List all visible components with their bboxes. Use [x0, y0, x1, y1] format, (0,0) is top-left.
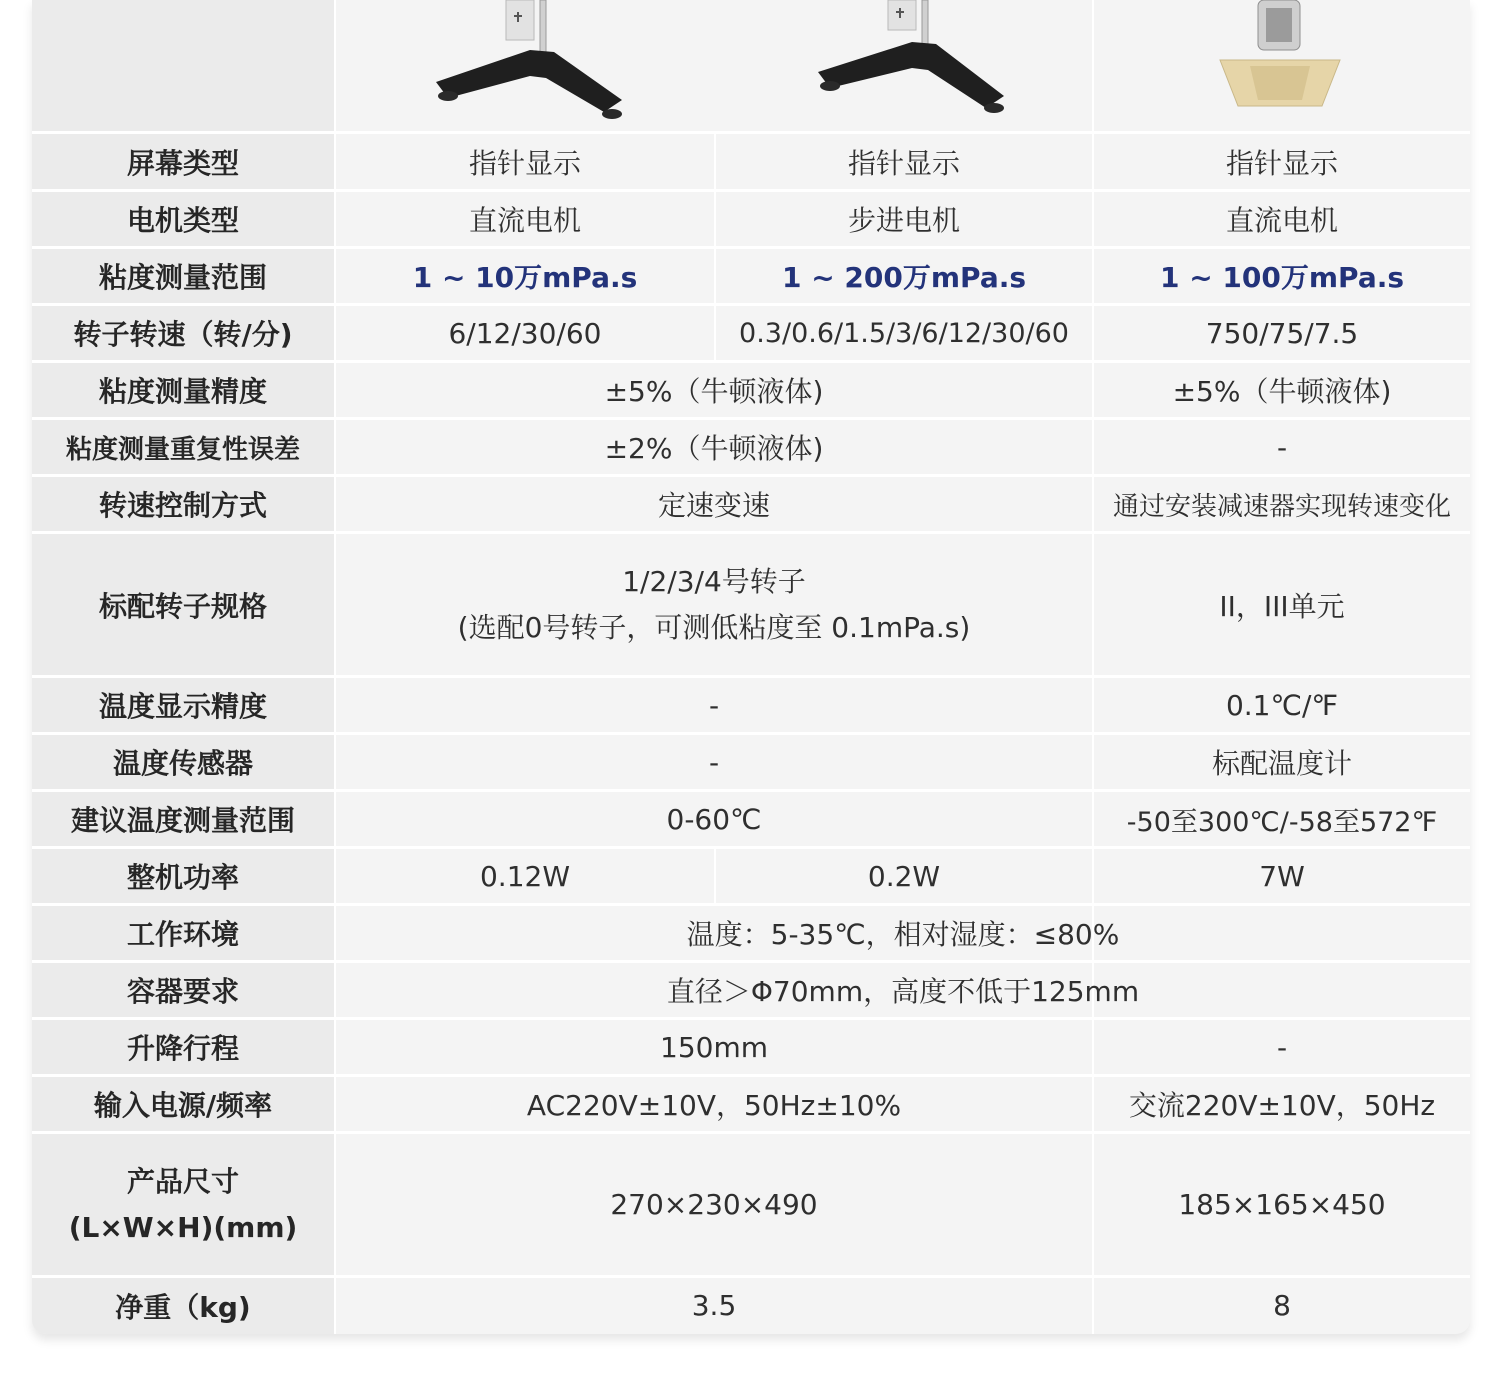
- table-cell: 定速变速: [657, 489, 770, 522]
- table-cell: 3.5: [691, 1289, 737, 1322]
- row-label: 屏幕类型: [126, 146, 239, 180]
- row-label: 标配转子规格: [98, 589, 267, 623]
- table-cell: 0.2W: [867, 859, 941, 893]
- row-label: 电机类型: [126, 204, 239, 237]
- table-cell: 指针显示: [847, 146, 960, 180]
- product-image-2: [808, 0, 1008, 130]
- cell-line: (选配0号转子，可测低粘度至 0.1mPa.s): [457, 610, 971, 644]
- table-cell: 8: [1273, 1289, 1291, 1322]
- table-cell: ±5%（牛顿液体): [1172, 375, 1392, 408]
- table-cell: 150mm: [660, 1030, 768, 1064]
- table-cell: 6/12/30/60: [448, 316, 602, 350]
- table-cell: 直流电机: [1225, 204, 1338, 237]
- row-label: 转子转速（转/分): [73, 318, 293, 351]
- table-cell: 0.1℃/℉: [1225, 688, 1339, 722]
- table-cell-highlight: 1 ~ 100万mPa.s: [1159, 261, 1405, 294]
- row-label: 转速控制方式: [98, 489, 267, 522]
- table-cell: 通过安装减速器实现转速变化: [1112, 491, 1451, 522]
- label-line: 产品尺寸: [126, 1164, 239, 1198]
- table-cell: ±5%（牛顿液体): [604, 375, 824, 408]
- label-line: (L×W×H)(mm): [68, 1210, 298, 1244]
- table-cell-highlight: 1 ~ 200万mPa.s: [781, 261, 1027, 294]
- table-cell: 步进电机: [847, 204, 960, 237]
- table-cell: 指针显示: [468, 146, 581, 180]
- row-label: 粘度测量重复性误差: [65, 434, 300, 465]
- spec-table: [32, 0, 1470, 1334]
- table-cell: 指针显示: [1225, 146, 1338, 180]
- table-cell: AC220V±10V，50Hz±10%: [526, 1089, 902, 1122]
- table-cell: 直径＞Φ70mm，高度不低于125mm: [666, 975, 1140, 1008]
- row-label: 整机功率: [126, 861, 239, 894]
- table-cell: 直流电机: [468, 204, 581, 237]
- table-cell: 标配温度计: [1211, 747, 1352, 780]
- table-cell: ±2%（牛顿液体): [604, 432, 824, 465]
- row-label: [32, 1133, 334, 1276]
- table-cell: 185×165×450: [1178, 1188, 1386, 1221]
- table-cell: 交流220V±10V，50Hz: [1128, 1089, 1436, 1122]
- row-label: 工作环境: [126, 918, 239, 951]
- table-cell: II，III单元: [1219, 589, 1345, 623]
- row-label: 输入电源/频率: [93, 1089, 273, 1122]
- table-cell: -: [708, 688, 720, 722]
- table-cell-highlight: 1 ~ 10万mPa.s: [412, 261, 638, 294]
- table-cell: 温度：5-35℃，相对湿度：≤80%: [686, 918, 1120, 951]
- row-label: 粘度测量精度: [98, 375, 267, 408]
- table-cell: 7W: [1259, 859, 1305, 893]
- cell-line: 1/2/3/4号转子: [622, 564, 806, 598]
- row-label: 升降行程: [126, 1032, 239, 1065]
- product-image-1: [426, 0, 626, 130]
- table-cell: 0-60℃: [666, 802, 762, 836]
- table-cell: 0.12W: [479, 859, 571, 893]
- row-label: 净重（kg): [115, 1290, 251, 1324]
- row-label: 容器要求: [126, 975, 239, 1008]
- product-image-3: [1210, 0, 1350, 116]
- table-cell: -: [708, 745, 720, 779]
- row-label: 建议温度测量范围: [70, 804, 295, 837]
- row-label: 温度传感器: [112, 747, 253, 780]
- table-cell: -: [1276, 430, 1288, 464]
- table-cell: -50至300℃/-58至572℉: [1126, 806, 1438, 838]
- table-cell: [336, 533, 1092, 676]
- table-cell: 750/75/7.5: [1205, 316, 1359, 350]
- table-cell: 270×230×490: [610, 1188, 818, 1221]
- table-cell: -: [1276, 1030, 1288, 1064]
- table-cell: 0.3/0.6/1.5/3/6/12/30/60: [739, 317, 1069, 349]
- row-label: 温度显示精度: [98, 690, 267, 723]
- row-label: 粘度测量范围: [98, 261, 267, 294]
